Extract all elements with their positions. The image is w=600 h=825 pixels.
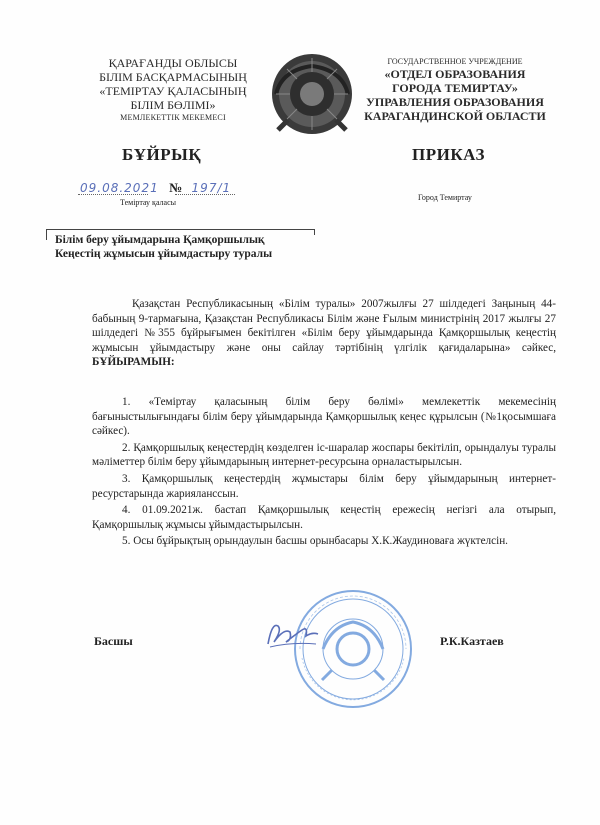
order-item: 1. «Теміртау қаласының білім беру бөлімі» мемлекеттік мекемесінің бағыныстылығындағы білім беру ұйымдарында Қамқоршылық кеңес құрылсын (№1қосымшаға сәйкес). — [92, 396, 556, 438]
preamble — [92, 297, 556, 370]
header-left-line: БІЛІМ БАСҚАРМАСЫНЫҢ — [99, 70, 247, 84]
place-kz: Теміртау қаласы — [120, 198, 177, 207]
preamble-emphasis: БҰЙЫРАМЫН: — [92, 356, 175, 369]
title-kz: БҰЙРЫҚ — [122, 145, 202, 164]
number-underline — [175, 194, 235, 195]
handwritten-signature-icon — [262, 614, 322, 654]
order-item: 2. Қамқоршылық кеңестердің көзделген іс-шаралар жоспары бекітіліп, орындалуы туралы мәліметтер білім беру ұйымдарының интернет-ресурсына орналастырылсын. — [92, 441, 556, 469]
state-emblem-icon — [268, 50, 356, 138]
header-right-line: УПРАВЛЕНИЯ ОБРАЗОВАНИЯ — [366, 95, 544, 109]
order-item: 4. 01.09.2021ж. бастап Қамқоршылық кеңестің ережесің негізгі ала отырып, Қамқоршылық жұмысы ұйымдастырылсын. — [92, 504, 556, 531]
header-right-line: «ОТДЕЛ ОБРАЗОВАНИЯ — [384, 67, 526, 81]
subject — [55, 233, 345, 261]
date-underline — [78, 194, 148, 195]
header-left-line: ҚАРАҒАНДЫ ОБЛЫСЫ — [108, 56, 238, 70]
header-right — [360, 56, 550, 123]
order-number: 197/1 — [191, 181, 232, 195]
header-right-line: ГОСУДАРСТВЕННОЕ УЧРЕЖДЕНИЕ — [387, 57, 523, 66]
header-right-line: КАРАГАНДИНСКОЙ ОБЛАСТИ — [364, 109, 546, 123]
number-sign: № — [169, 180, 183, 195]
order-date: 09.08.2021 — [80, 181, 159, 195]
title-ru: ПРИКАЗ — [412, 145, 485, 164]
subject-line: Кеңестің жұмысын ұйымдастыру туралы — [55, 248, 273, 260]
header-right-line: ГОРОДА ТЕМИРТАУ» — [392, 81, 518, 95]
order-item: 3. Қамқоршылық кеңестердің жұмыстары білім беру ұйымдарының интернет-ресурстарында жарияланссын. — [92, 472, 556, 500]
preamble-text: Қазақстан Республикасының «Білім туралы» 2007жылғы 27 шілдедегі Заңының 44-бабының 9-тармағына, Қазақстан Республикасы Білім және Ғылым министрінің 2017 жылғы 27 шілдедегі №355 бұйрығымен бекітілген «Білім беру ұйымдарында Қамқоршылық кеңестің жұмысын ұйымдастыру және оны сайлау тәртібінің үлгілік қағидаларына» сәйкес, — [92, 298, 556, 354]
signature-name: Р.К.Казтаев — [440, 634, 504, 648]
header-left-line: МЕМЛЕКЕТТІК МЕКЕМЕСІ — [120, 113, 226, 122]
header-left — [78, 56, 268, 124]
header-left-line: «ТЕМІРТАУ ҚАЛАСЫНЫҢ — [99, 84, 247, 98]
signature-role: Басшы — [94, 634, 133, 648]
header-left-line: БІЛІМ БӨЛІМІ» — [130, 98, 216, 112]
order-item: 5. Осы бұйрықтың орындаулын басшы орынбасары Х.К.Жаудиноваға жүктелсін. — [122, 535, 508, 548]
place-ru: Город Темиртау — [418, 193, 472, 202]
order-items — [92, 395, 556, 551]
subject-line: Білім беру ұйымдарына Қамқоршылық — [55, 234, 265, 246]
